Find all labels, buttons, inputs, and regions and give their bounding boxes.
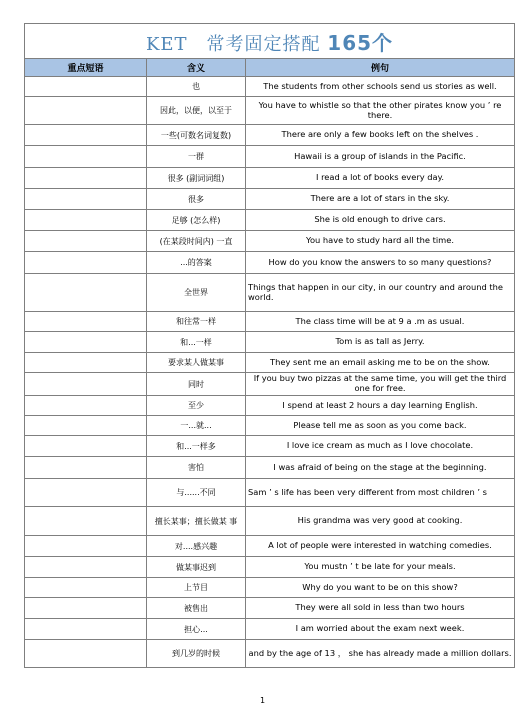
example-cell: His grandma was very good at cooking. — [246, 507, 515, 536]
table-row — [25, 252, 515, 274]
meaning-cell: 至少 — [147, 396, 246, 416]
table-row — [25, 97, 515, 125]
example-cell: They sent me an email asking me to be on the show. — [246, 353, 515, 373]
phrase-cell — [25, 77, 147, 97]
meaning-cell: 全世界 — [147, 274, 246, 312]
meaning-cell: 因此，以便，以至于 — [147, 97, 246, 125]
meaning-cell: 和...一样 — [147, 332, 246, 353]
phrase-cell — [25, 146, 147, 168]
phrase-cell — [25, 373, 147, 396]
example-cell: Sam ’ s life has been very different from most children ’ s — [246, 479, 515, 507]
phrase-cell — [25, 598, 147, 619]
table-row — [25, 312, 515, 332]
phrase-cell — [25, 457, 147, 479]
example-cell: Hawaii is a group of islands in the Pacific. — [246, 146, 515, 168]
phrase-cell — [25, 189, 147, 210]
example-cell: If you buy two pizzas at the same time, you will get the third one for free. — [246, 373, 515, 396]
phrase-cell — [25, 231, 147, 252]
phrase-cell — [25, 97, 147, 125]
example-cell: Please tell me as soon as you come back. — [246, 416, 515, 436]
phrase-cell — [25, 416, 147, 436]
example-cell: She is old enough to drive cars. — [246, 210, 515, 231]
example-cell: You mustn ’ t be late for your meals. — [246, 557, 515, 578]
example-cell: There are only a few books left on the shelves . — [246, 125, 515, 146]
table-row — [25, 353, 515, 373]
example-cell: You have to whistle so that the other pirates know you ’ re there. — [246, 97, 515, 125]
header-example: 例句 — [246, 59, 515, 77]
meaning-cell: 很多 (副词词组) — [147, 168, 246, 189]
table-row — [25, 536, 515, 557]
meaning-cell: 要求某人做某事 — [147, 353, 246, 373]
example-cell: I read a lot of books every day. — [246, 168, 515, 189]
example-cell: I spend at least 2 hours a day learning English. — [246, 396, 515, 416]
meaning-cell: 到几岁的时候 — [147, 640, 246, 668]
table-row — [25, 373, 515, 396]
meaning-cell: 一...就... — [147, 416, 246, 436]
meaning-cell: 一些(可数名词复数) — [147, 125, 246, 146]
table-row — [25, 457, 515, 479]
phrase-cell — [25, 125, 147, 146]
table-row — [25, 231, 515, 252]
example-cell: The students from other schools send us stories as well. — [246, 77, 515, 97]
table-row — [25, 168, 515, 189]
example-cell: Tom is as tall as Jerry. — [246, 332, 515, 353]
phrase-cell — [25, 578, 147, 598]
meaning-cell: 擅长某事；擅长做某 事 — [147, 507, 246, 536]
table-row — [25, 274, 515, 312]
phrase-cell — [25, 396, 147, 416]
example-cell: I was afraid of being on the stage at the beginning. — [246, 457, 515, 479]
phrase-cell — [25, 557, 147, 578]
example-cell: There are a lot of stars in the sky. — [246, 189, 515, 210]
meaning-cell: 一群 — [147, 146, 246, 168]
phrase-cell — [25, 312, 147, 332]
phrase-cell — [25, 168, 147, 189]
table-row — [25, 332, 515, 353]
meaning-cell: 同时 — [147, 373, 246, 396]
phrase-cell — [25, 252, 147, 274]
table-row — [25, 640, 515, 668]
table-row — [25, 210, 515, 231]
phrase-cell — [25, 353, 147, 373]
table-row — [25, 189, 515, 210]
meaning-cell: ...的答案 — [147, 252, 246, 274]
phrase-cell — [25, 507, 147, 536]
table-row — [25, 436, 515, 457]
table-row — [25, 557, 515, 578]
table-row — [25, 416, 515, 436]
header-phrase: 重点短语 — [25, 59, 147, 77]
meaning-cell: 与......不同 — [147, 479, 246, 507]
meaning-cell: 害怕 — [147, 457, 246, 479]
example-cell: The class time will be at 9 a .m as usual. — [246, 312, 515, 332]
phrase-cell — [25, 536, 147, 557]
example-cell: You have to study hard all the time. — [246, 231, 515, 252]
phrase-table — [24, 23, 515, 668]
meaning-cell: 做某事迟到 — [147, 557, 246, 578]
phrase-cell — [25, 332, 147, 353]
title-main: KET 常考固定搭配 — [145, 33, 321, 55]
table-row — [25, 619, 515, 640]
header-row — [25, 59, 515, 77]
meaning-cell: 担心... — [147, 619, 246, 640]
title-count: 165个 — [327, 30, 394, 55]
table-row — [25, 578, 515, 598]
meaning-cell: 对....感兴趣 — [147, 536, 246, 557]
meaning-cell: 很多 — [147, 189, 246, 210]
page-number: 1 — [259, 696, 266, 705]
example-cell: A lot of people were interested in watching comedies. — [246, 536, 515, 557]
phrase-cell — [25, 619, 147, 640]
table-row — [25, 125, 515, 146]
phrase-cell — [25, 479, 147, 507]
meaning-cell: 足够 (怎么样) — [147, 210, 246, 231]
example-cell: and by the age of 13 ， she has already made a million dollars. — [246, 640, 515, 668]
table-row — [25, 146, 515, 168]
table-row — [25, 479, 515, 507]
table-row — [25, 507, 515, 536]
table-row — [25, 77, 515, 97]
meaning-cell: 被售出 — [147, 598, 246, 619]
example-cell: I am worried about the exam next week. — [246, 619, 515, 640]
table-row — [25, 396, 515, 416]
example-cell: Things that happen in our city, in our country and around the world. — [246, 274, 515, 312]
page-title — [25, 24, 515, 59]
meaning-cell: (在某段时间内) 一直 — [147, 231, 246, 252]
table-row — [25, 598, 515, 619]
example-cell: How do you know the answers to so many questions? — [246, 252, 515, 274]
header-meaning: 含义 — [147, 59, 246, 77]
phrase-cell — [25, 210, 147, 231]
meaning-cell: 和往常一样 — [147, 312, 246, 332]
phrase-cell — [25, 274, 147, 312]
meaning-cell: 上节目 — [147, 578, 246, 598]
example-cell: I love ice cream as much as I love chocolate. — [246, 436, 515, 457]
meaning-cell: 也 — [147, 77, 246, 97]
example-cell: They were all sold in less than two hours — [246, 598, 515, 619]
phrase-cell — [25, 640, 147, 668]
meaning-cell: 和...一样多 — [147, 436, 246, 457]
phrase-cell — [25, 436, 147, 457]
example-cell: Why do you want to be on this show? — [246, 578, 515, 598]
